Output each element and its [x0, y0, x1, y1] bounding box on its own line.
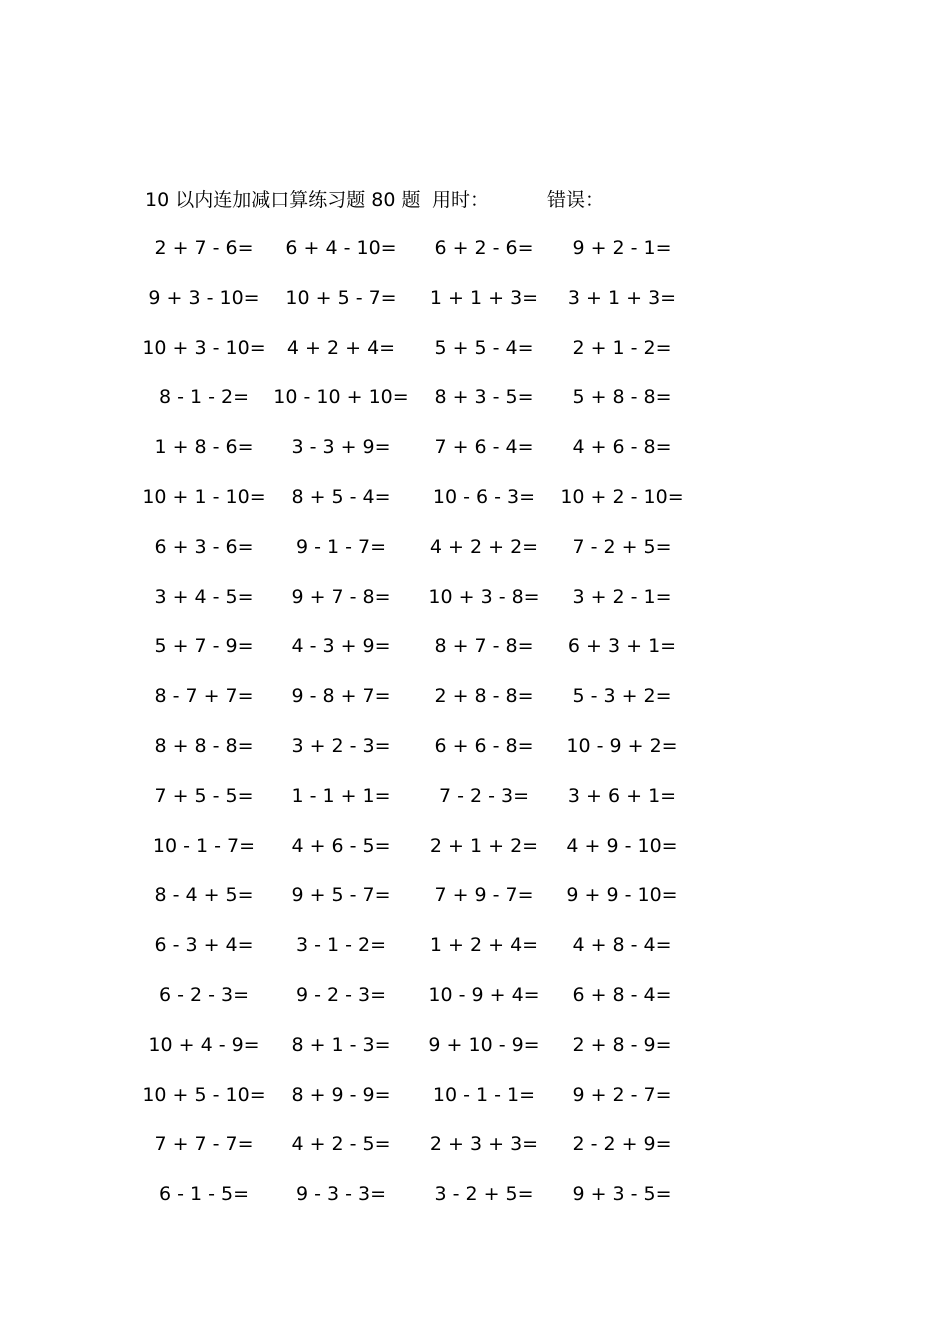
math-problem: 6 + 2 - 6= [434, 237, 534, 259]
math-problem: 7 - 2 + 5= [572, 535, 672, 558]
problem-row [0, 383, 950, 433]
problem-row [0, 533, 950, 583]
problem-row [0, 632, 950, 682]
math-problem: 3 + 6 + 1= [567, 784, 677, 807]
math-problem: 5 + 8 - 8= [572, 386, 672, 409]
math-problem: 8 + 8 - 8= [154, 734, 254, 757]
error-label: 错误： [547, 189, 605, 211]
math-problem: 10 + 5 - 7= [285, 286, 397, 309]
math-problem: 4 + 9 - 10= [566, 834, 678, 857]
math-problem: 2 + 7 - 6= [154, 237, 254, 259]
math-problem: 10 - 6 - 3= [432, 485, 536, 508]
math-problem: 10 - 9 + 4= [428, 983, 540, 1006]
problem-row [0, 732, 950, 782]
problem-row [0, 284, 950, 334]
problem-row [0, 881, 950, 931]
math-problem: 8 + 3 - 5= [434, 386, 534, 409]
math-problem: 7 + 7 - 7= [154, 1133, 254, 1156]
math-problem: 7 + 9 - 7= [434, 884, 534, 907]
math-problem: 7 + 5 - 5= [154, 784, 254, 807]
math-problem: 4 + 2 + 2= [429, 535, 539, 558]
math-problem: 10 + 4 - 9= [148, 1033, 260, 1056]
math-problem: 7 + 6 - 4= [434, 436, 534, 459]
math-problem: 3 - 2 + 5= [434, 1183, 534, 1206]
math-problem: 4 + 2 - 5= [291, 1133, 391, 1156]
math-problem: 4 - 3 + 9= [291, 635, 391, 658]
math-problem: 8 + 7 - 8= [434, 635, 534, 658]
math-problem: 10 - 1 - 7= [152, 834, 256, 857]
math-problem: 8 - 7 + 7= [154, 685, 254, 708]
problem-row [0, 981, 950, 1031]
math-problem: 10 - 1 - 1= [432, 1083, 536, 1106]
math-problem: 9 + 3 - 5= [572, 1183, 672, 1206]
math-problem: 2 + 3 + 3= [429, 1133, 539, 1156]
math-problem: 9 + 9 - 10= [566, 884, 678, 907]
math-problem: 10 - 10 + 10= [273, 386, 409, 409]
problem-row [0, 1081, 950, 1131]
math-problem: 3 + 4 - 5= [154, 585, 254, 608]
math-problem: 6 + 4 - 10= [285, 237, 397, 259]
math-problem: 9 - 1 - 7= [295, 535, 387, 558]
math-problem: 6 - 2 - 3= [158, 983, 250, 1006]
math-problem: 6 - 1 - 5= [158, 1183, 250, 1206]
math-problem: 8 + 5 - 4= [291, 485, 391, 508]
math-problem: 5 - 3 + 2= [572, 685, 672, 708]
problem-row [0, 483, 950, 533]
math-problem: 3 + 1 + 3= [567, 286, 677, 309]
problem-row [0, 583, 950, 633]
math-problem: 9 + 3 - 10= [148, 286, 260, 309]
problem-grid [0, 234, 950, 1230]
math-problem: 4 + 8 - 4= [572, 934, 672, 957]
math-problem: 9 + 10 - 9= [428, 1033, 540, 1056]
problem-row [0, 234, 950, 284]
math-problem: 9 + 2 - 7= [572, 1083, 672, 1106]
math-problem: 5 + 7 - 9= [154, 635, 254, 658]
math-problem: 2 + 8 - 9= [572, 1033, 672, 1056]
math-problem: 6 - 3 + 4= [154, 934, 254, 957]
math-problem: 10 + 2 - 10= [560, 485, 684, 508]
math-problem: 8 - 4 + 5= [154, 884, 254, 907]
worksheet-header [0, 186, 950, 214]
problem-row [0, 832, 950, 882]
math-problem: 9 - 2 - 3= [295, 983, 387, 1006]
math-problem: 3 - 1 - 2= [295, 934, 387, 957]
worksheet-title: 10 以内连加减口算练习题 80 题 [145, 189, 421, 211]
math-problem: 1 - 1 + 1= [291, 784, 391, 807]
math-problem: 9 - 8 + 7= [291, 685, 391, 708]
math-problem: 1 + 1 + 3= [429, 286, 539, 309]
problem-row [0, 1130, 950, 1180]
math-problem: 2 + 8 - 8= [434, 685, 534, 708]
math-problem: 6 + 3 + 1= [567, 635, 677, 658]
math-problem: 10 + 1 - 10= [142, 485, 266, 508]
problem-row [0, 1031, 950, 1081]
problem-row [0, 433, 950, 483]
math-problem: 10 + 5 - 10= [142, 1083, 266, 1106]
math-problem: 6 + 8 - 4= [572, 983, 672, 1006]
math-problem: 4 + 6 - 8= [572, 436, 672, 459]
math-problem: 9 + 2 - 1= [572, 237, 672, 259]
math-problem: 2 + 1 - 2= [572, 336, 672, 359]
math-problem: 3 + 2 - 3= [291, 734, 391, 757]
problem-row [0, 931, 950, 981]
math-problem: 9 + 5 - 7= [291, 884, 391, 907]
math-problem: 9 - 3 - 3= [295, 1183, 387, 1206]
math-problem: 4 + 2 + 4= [286, 336, 396, 359]
math-problem: 8 + 1 - 3= [291, 1033, 391, 1056]
math-problem: 6 + 6 - 8= [434, 734, 534, 757]
math-problem: 1 + 8 - 6= [154, 436, 254, 459]
math-problem: 3 + 2 - 1= [572, 585, 672, 608]
problem-row [0, 1180, 950, 1230]
math-problem: 2 - 2 + 9= [572, 1133, 672, 1156]
math-problem: 9 + 7 - 8= [291, 585, 391, 608]
math-problem: 10 + 3 - 10= [142, 336, 266, 359]
math-problem: 1 + 2 + 4= [429, 934, 539, 957]
math-problem: 4 + 6 - 5= [291, 834, 391, 857]
math-problem: 3 - 3 + 9= [291, 436, 391, 459]
math-problem: 7 - 2 - 3= [438, 784, 530, 807]
problem-row [0, 682, 950, 732]
problem-row [0, 782, 950, 832]
math-problem: 8 - 1 - 2= [158, 386, 250, 409]
time-label: 用时： [432, 189, 490, 211]
math-problem: 8 + 9 - 9= [291, 1083, 391, 1106]
math-problem: 10 + 3 - 8= [428, 585, 540, 608]
math-problem: 2 + 1 + 2= [429, 834, 539, 857]
problem-row [0, 334, 950, 384]
math-problem: 10 - 9 + 2= [566, 734, 678, 757]
math-problem: 6 + 3 - 6= [154, 535, 254, 558]
math-problem: 5 + 5 - 4= [434, 336, 534, 359]
